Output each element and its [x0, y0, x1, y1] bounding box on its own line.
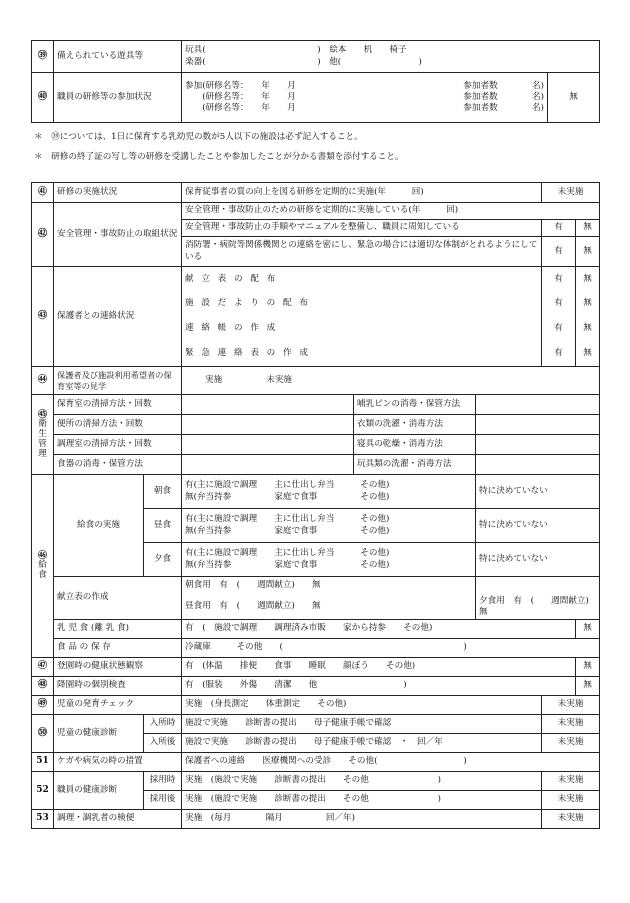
- staff-health-none-2: 未実施: [542, 790, 600, 809]
- parent-contact-item-1-yes: 有: [542, 267, 576, 292]
- row-num-43: ㊸: [32, 267, 54, 367]
- hygiene-char-2: 生: [38, 428, 47, 439]
- stool-test-text: 実施 (毎月 隔月 回／年): [182, 809, 542, 828]
- hygiene-right-3: 寝具の乾燥・消毒方法: [354, 435, 476, 455]
- meal-dinner-options: [182, 543, 476, 577]
- baby-food-none: 無: [576, 619, 600, 638]
- hygiene-left-4: 食器の消毒・保管方法: [54, 455, 182, 475]
- child-health-text-1: 施設で実施 診断書の提出 母子健康手帳で確認: [182, 714, 542, 733]
- visit-not-done: 未実施: [266, 374, 292, 385]
- note-2: ＊ 研修の終了証の写し等の研修を受講したことや参加したことが分かる書類を添付すること。: [34, 152, 404, 162]
- menu-breakfast: 朝食用 有 ( 週間献立) 無: [182, 577, 476, 595]
- child-health-sub-1: 入所時: [144, 714, 182, 733]
- equipment-training-table: [31, 40, 600, 123]
- row-num-45: ㊺: [37, 409, 47, 420]
- baby-food-label: 乳 児 食 (離 乳 食): [54, 619, 182, 638]
- child-health-label: 児童の健康診断: [54, 714, 144, 752]
- hygiene-right-1-value: [476, 395, 600, 415]
- safety-row-3-yes: 有: [542, 237, 576, 267]
- child-health-none-1: 未実施: [542, 714, 600, 733]
- note-1: ＊ ㊴については、1日に保育する乳幼児の数が5人以下の施設は必ず記入すること。: [34, 132, 363, 142]
- parent-contact-item-3-no: 無: [576, 317, 600, 342]
- staff-health-text-1: 実施 (施設で実施 診断書の提出 その他 ): [182, 771, 542, 790]
- equipment-line-1: 玩具( ) 絵本 机 椅子: [185, 45, 407, 56]
- baby-food-text: 有 ( 施設で調理 調理済み市販 家から持参 その他): [182, 619, 576, 638]
- hygiene-char-3: 管: [38, 438, 47, 449]
- parent-contact-item-4-no: 無: [576, 342, 600, 367]
- stool-test-none: 未実施: [542, 809, 600, 828]
- row-num-51: 51: [32, 752, 54, 771]
- child-health-none-2: 未実施: [542, 733, 600, 752]
- staff-health-none-1: 未実施: [542, 771, 600, 790]
- growth-check-text: 実施 (身長測定 体重測定 その他): [182, 695, 542, 714]
- hygiene-right-2-value: [476, 415, 600, 435]
- training-line-2-left: (研修名等： 年 月: [185, 91, 296, 102]
- training-line-3-right: 参加者数 名): [463, 103, 544, 114]
- hygiene-char-4: 理: [38, 448, 47, 459]
- training-status-label: 研修の実施状況: [54, 183, 182, 203]
- meal-service-label: 給食の実施: [54, 475, 144, 577]
- menu-lunch: 昼食用 有 ( 週間献立) 無: [182, 595, 476, 620]
- safety-label: 安全管理・事故防止の取組状況: [54, 203, 182, 267]
- menu-label: 献立表の作成: [54, 577, 182, 620]
- arrival-check-none: 無: [576, 657, 600, 676]
- staff-health-sub-1: 採用時: [144, 771, 182, 790]
- parent-contact-item-1: 献立表の配布: [182, 267, 542, 292]
- departure-check-none: 無: [576, 676, 600, 695]
- training-participation-value: [182, 73, 548, 123]
- meal-dinner-opt-no: 無(弁当持参 家庭で食事 その他): [185, 559, 390, 570]
- hygiene-left-4-value: [182, 455, 354, 475]
- meal-lunch-opt-yes: 有(主に施設で調理 主に仕出し弁当 その他): [185, 514, 390, 525]
- child-health-text-2: 施設で実施 診断書の提出 母子健康手帳で確認 ・ 回／年: [182, 733, 542, 752]
- arrival-check-label: 登園時の健康状態観察: [54, 657, 182, 676]
- menu-dinner: 夕食用 有 ( 週間献立) 無: [476, 595, 600, 620]
- safety-row-2: 安全管理・事故防止の手順やマニュアルを整備し、職員に周知している: [182, 220, 542, 237]
- injury-text: 保護者への連絡 医療機関への受診 その他( ): [182, 752, 600, 771]
- food-storage-label: 食 品 の 保 存: [54, 638, 182, 657]
- parent-contact-item-4-yes: 有: [542, 342, 576, 367]
- growth-check-none: 未実施: [542, 695, 600, 714]
- arrival-check-text: 有 (体温 排便 食事 睡眠 顔ぼう その他): [182, 657, 576, 676]
- hygiene-left-1-value: [182, 395, 354, 415]
- meal-char-1: 給: [38, 560, 47, 571]
- visit-label: 保護者及び施設利用希望者の保育室等の見学: [54, 367, 182, 395]
- equipment-line-2: 楽器( ) 他( ): [185, 56, 422, 67]
- growth-check-label: 児童の発育チェック: [54, 695, 182, 714]
- meal-dinner: 夕食: [144, 543, 182, 577]
- training-status-none: 未実施: [542, 183, 600, 203]
- training-participation-label: 職員の研修等の参加状況: [54, 73, 182, 123]
- equipment-label: 備えられている遊具等: [54, 41, 182, 73]
- hygiene-right-4: 玩具類の洗濯・消毒方法: [354, 455, 476, 475]
- hygiene-right-4-value: [476, 455, 600, 475]
- parent-contact-item-2-yes: 有: [542, 292, 576, 317]
- departure-check-label: 降園時の個別検査: [54, 676, 182, 695]
- meal-lunch-options: [182, 509, 476, 543]
- visit-done: 実施: [205, 374, 223, 385]
- row-num-53: 53: [32, 809, 54, 828]
- equipment-value: [182, 41, 600, 73]
- row-num-46: ㊻: [37, 550, 47, 561]
- departure-check-text: 有 (服装 外傷 清潔 他 ): [182, 676, 576, 695]
- meal-dinner-undecided: 特に決めていない: [476, 543, 600, 577]
- food-storage-text: 冷蔵庫 その他 ( ): [182, 638, 600, 657]
- meal-char-2: 食: [38, 570, 47, 581]
- training-line-2: [185, 92, 544, 103]
- meal-breakfast-opt-no: 無(弁当持参 家庭で食事 その他): [185, 491, 390, 502]
- meal-lunch-undecided: 特に決めていない: [476, 509, 600, 543]
- safety-row-2-yes: 有: [542, 220, 576, 237]
- hygiene-left-2-value: [182, 415, 354, 435]
- training-none: 無: [548, 73, 600, 123]
- training-line-1-right: 参加者数 名): [463, 80, 544, 91]
- hygiene-left-2: 便所の清掃方法・回数: [54, 415, 182, 435]
- meal-lunch: 昼食: [144, 509, 182, 543]
- training-line-1: [185, 81, 544, 92]
- hygiene-right-2: 衣類の洗濯・消毒方法: [354, 415, 476, 435]
- staff-health-sub-2: 採用後: [144, 790, 182, 809]
- visit-value: [182, 367, 600, 395]
- safety-row-1: 安全管理・事故防止のための研修を定期的に実施している(年 回): [182, 203, 600, 220]
- stool-test-label: 調理・調乳者の検便: [54, 809, 182, 828]
- parent-contact-item-3-yes: 有: [542, 317, 576, 342]
- parent-contact-item-2: 施設だよりの配布: [182, 292, 542, 317]
- meal-section-label: [32, 475, 54, 658]
- training-line-2-right: 参加者数 名): [463, 91, 544, 102]
- safety-row-3-no: 無: [576, 237, 600, 267]
- meal-breakfast-options: [182, 475, 476, 509]
- parent-contact-item-2-no: 無: [576, 292, 600, 317]
- safety-row-2-no: 無: [576, 220, 600, 237]
- parent-contact-item-3: 連絡帳の作成: [182, 317, 542, 342]
- row-num-40: ㊵: [32, 73, 54, 123]
- staff-health-text-2: 実施 (施設で実施 診断書の提出 その他 ): [182, 790, 542, 809]
- hygiene-left-3: 調理室の清掃方法・回数: [54, 435, 182, 455]
- operations-table: [31, 182, 607, 829]
- hygiene-right-3-value: [476, 435, 600, 455]
- row-num-52: 52: [32, 771, 54, 809]
- meal-breakfast: 朝食: [144, 475, 182, 509]
- hygiene-section-label: [32, 395, 54, 475]
- menu-blank: [476, 577, 600, 595]
- row-num-42: ㊷: [32, 203, 54, 267]
- row-num-47: ㊼: [32, 657, 54, 676]
- staff-health-label: 職員の健康診断: [54, 771, 144, 809]
- parent-contact-item-4: 緊急連絡表の作成: [182, 342, 542, 367]
- hygiene-char-1: 衛: [38, 418, 47, 429]
- hygiene-left-1: 保育室の清掃方法・回数: [54, 395, 182, 415]
- training-line-1-left: 参加(研修名等： 年 月: [185, 80, 296, 91]
- training-line-3: [185, 103, 544, 114]
- meal-lunch-opt-no: 無(弁当持参 家庭で食事 その他): [185, 525, 390, 536]
- parent-contact-item-1-no: 無: [576, 267, 600, 292]
- safety-row-3: 消防署・病院等関係機関との連絡を密にし、緊急の場合には適切な体制がとれるようにしている: [182, 237, 542, 267]
- child-health-sub-2: 入所後: [144, 733, 182, 752]
- parent-contact-label: 保護者との連絡状況: [54, 267, 182, 367]
- row-num-49: ㊾: [32, 695, 54, 714]
- hygiene-right-1: 哺乳ビンの消毒・保管方法: [354, 395, 476, 415]
- meal-dinner-opt-yes: 有(主に施設で調理 主に仕出し弁当 その他): [185, 548, 390, 559]
- training-line-3-left: (研修名等： 年 月: [185, 103, 296, 114]
- row-num-41: ㊶: [32, 183, 54, 203]
- injury-label: ケガや病気の時の措置: [54, 752, 182, 771]
- hygiene-left-3-value: [182, 435, 354, 455]
- row-num-39: ㊴: [32, 41, 54, 73]
- training-status-text: 保育従事者の質の向上を図る研修を定期的に実施(年 回): [182, 183, 542, 203]
- row-num-50: ㊿: [32, 714, 54, 752]
- meal-breakfast-undecided: 特に決めていない: [476, 475, 600, 509]
- row-num-44: ㊹: [32, 367, 54, 395]
- row-num-48: ㊽: [32, 676, 54, 695]
- meal-breakfast-opt-yes: 有(主に施設で調理 主に仕出し弁当 その他): [185, 480, 390, 491]
